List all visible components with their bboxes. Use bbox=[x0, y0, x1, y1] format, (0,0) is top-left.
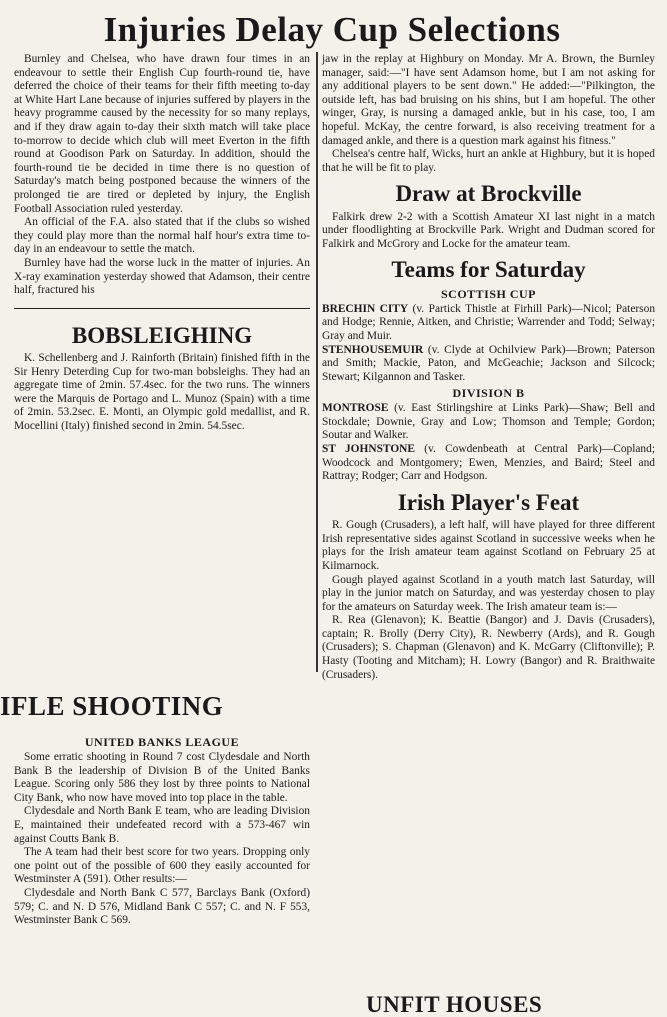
bobsleighing-paragraph: K. Schellenberg and J. Rainforth (Britain) finished fifth in the Sir Henry Deterding Cup for two-man bobsleighs. They had an aggregate time of 2min. 57.4sec. for the two runs. The winners were the Marquis de Portago and L. Munoz (Spain) with a time of 2min. 53.2sec. E. Monti, an Olympic gold medallist, and R. Mocellini (Italy) finished second in 2min. 54.5sec. bbox=[14, 351, 310, 432]
brockville-paragraph: Falkirk drew 2-2 with a Scottish Amateur XI last night in a match under floodlighting at Brockville Park. Wright and Dudman scored for Falkirk and McGrory and Locke for the amateur team. bbox=[322, 210, 655, 250]
team-lineup: (v. Partick Thistle at Firhill Park)—Nicol; Paterson and Hodge; Rennie, Aitken, and Christie; Warrender and Todd; Selway; Gray and Muir. bbox=[322, 302, 656, 342]
cup-continued-2: Chelsea's centre half, Wicks, hurt an ankle at Highbury, but it is hoped that he will be fit to play. bbox=[322, 148, 655, 174]
rifle-paragraph-2: Clydesdale and North Bank E team, who are leading Division E, maintained their undefeated record with a 573-467 win against Coutts Bank B. bbox=[14, 805, 310, 845]
headline: Injuries Delay Cup Selections bbox=[103, 10, 561, 49]
team-brechin bbox=[322, 303, 655, 344]
irish-player-title: Irish Player's Feat bbox=[397, 489, 580, 515]
cup-paragraph-3: Burnley have had the worse luck in the matter of injuries. An X-ray examination yesterday showed that Adamson, their centre half, fractured his bbox=[14, 256, 310, 297]
team-name: ST JOHNSTONE bbox=[322, 443, 416, 456]
team-name: BRECHIN CITY bbox=[322, 302, 409, 315]
column-rule bbox=[316, 52, 318, 672]
united-banks-league-heading: UNITED BANKS LEAGUE bbox=[84, 735, 240, 749]
irish-paragraph-3: R. Rea (Glenavon); K. Beattie (Bangor) and J. Davis (Crusaders), captain; R. Brolly (Derry City), R. Newberry (Ards), and R. Gough (Crusaders); S. Chapman (Glenavon) and K. McGarry (Cliftonville); P. Hasty (Tooting and Mitcham); H. Lowry (Bangor) and R. Braithwaite (Crusaders). bbox=[322, 614, 655, 681]
rifle-paragraph-1: Some erratic shooting in Round 7 cost Clydesdale and North Bank B the leadership of Division B of the United Banks League. Scoring only 586 they lost by three points to National City Bank, who now have moved into top place in the table. bbox=[14, 751, 310, 804]
scottish-cup-heading: SCOTTISH CUP bbox=[440, 286, 537, 301]
division-b-heading: DIVISION B bbox=[452, 386, 525, 401]
teams-for-saturday-title: Teams for Saturday bbox=[391, 257, 586, 283]
team-stenhousemuir bbox=[322, 344, 655, 385]
team-lineup: (v. Cowdenbeath at Central Park)—Copland; Woodcock and Montgomery; Ewen, Menzies, and Baird; Steel and Rattray; Rodger; Carr and Hodgson. bbox=[322, 443, 655, 483]
cup-paragraph-2: An official of the F.A. also stated that if the clubs so wished they could play more than the normal half hour's extra time to-day in an endeavour to settle the match. bbox=[14, 216, 310, 256]
rifle-paragraph-4: Clydesdale and North Bank C 577, Barclays Bank (Oxford) 579; C. and N. D 576, Midland Bank C 557; C. and N. F 553, Westminster Bank C 569. bbox=[14, 886, 310, 927]
rifle-shooting-title: IFLE SHOOTING bbox=[0, 691, 224, 721]
left-column bbox=[14, 53, 310, 434]
right-column bbox=[322, 53, 655, 682]
brockville-title: Draw at Brockville bbox=[395, 181, 582, 207]
rifle-paragraph-3: The A team had their best score for two years. Dropping only one point out of the possible of 600 they easily accounted for Westminster A (591). Other results:— bbox=[14, 846, 310, 886]
unfit-houses-title: UNFIT HOUSES bbox=[366, 992, 543, 1017]
team-name: STENHOUSEMUIR bbox=[322, 343, 424, 356]
cup-paragraph-1: Burnley and Chelsea, who have drawn four times in an endeavour to settle their English Cup fourth-round tie, have deferred the choice of their teams for their fifth meeting to-day at White Hart Lane because of injuries suffered by players in the heavy programme caused by the necessity for so many replays, and if they draw again to-day their sixth match will take place to-morrow to decide which club will meet Everton in the fifth round at Goodison Park on Saturday. In addition, should the fourth-round tie be decided in time there is no question of Saturday's match being postponed because the winners of the prolonged tie are tired or depleted by injury, the English Football Association ruled yesterday. bbox=[14, 53, 310, 215]
irish-paragraph-2: Gough played against Scotland in a youth match last Saturday, will play in the junior match on Saturday, and was yesterday chosen to play for the amateurs on Saturday week. The Irish amateur team is:— bbox=[322, 573, 655, 613]
team-montrose bbox=[322, 402, 655, 443]
team-lineup: (v. Clyde at Ochilview Park)—Brown; Paterson and Smith; Mackie, Paton, and McGeachie; Jackson and Silcock; Stewart; Kilgannon and Tasker. bbox=[322, 343, 655, 383]
cup-continued-1: jaw in the replay at Highbury on Monday. Mr A. Brown, the Burnley manager, said:—"I have sent Adamson home, but I am not asking for any additional players to be sent down." He added:—"Pilkington, the outside left, has bad bruising on his shins, but I am hopeful. The other winger, Gray, is nursing a damaged ankle, but in his case, too, I am hopeful. McKay, the centre forward, is also receiving treatment for a damaged ankle, and there is a question mark against his fitness." bbox=[322, 53, 655, 147]
section-divider bbox=[14, 308, 310, 309]
team-st-johnstone bbox=[322, 443, 655, 484]
team-name: MONTROSE bbox=[322, 402, 389, 415]
rifle-column bbox=[14, 733, 310, 928]
bobsleighing-title: BOBSLEIGHING bbox=[71, 322, 253, 348]
irish-paragraph-1: R. Gough (Crusaders), a left half, will have played for three different Irish representative sides against Scotland in successive weeks when he plays for the Irish amateur team against Scotland on February 25 at Kilmarnock. bbox=[322, 519, 655, 572]
team-lineup: (v. East Stirlingshire at Links Park)—Shaw; Bell and Stockdale; Downie, Gray and Low; Thomson and Temple; Gordon; Soutar and Walker. bbox=[322, 402, 655, 442]
